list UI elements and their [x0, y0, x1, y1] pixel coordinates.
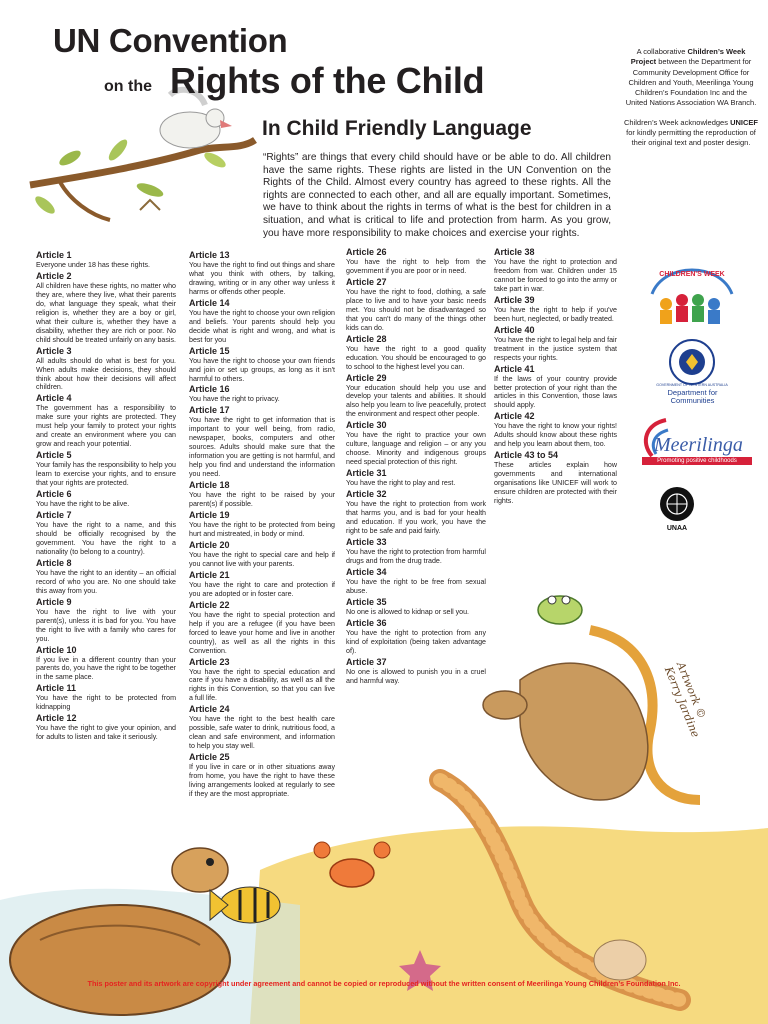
article-text: Everyone under 18 has these rights. [36, 261, 150, 269]
article-text: Your education should help you use and develop your talents and abilities. It should also help you learn to live peacefully, protect the environment and respect other people. [346, 383, 486, 419]
department-for-communities-label: Department for Communities [667, 388, 718, 405]
article-text: If the laws of your country provide better protection of your right than the articles in this Convention, those laws should apply. [494, 374, 617, 410]
page-title-line1: UN Convention [53, 22, 288, 59]
article-title: Article 13 [189, 250, 230, 260]
article-text: You have the right to an identity – an official record of who you are. No one should take this away from you. [36, 568, 176, 595]
articles-column-3 [346, 246, 486, 685]
article-text: All adults should do what is best for you. When adults make decisions, they should think about how their decisions will affect children. [36, 356, 176, 392]
government-wa-crest-logo [656, 338, 728, 388]
article-text: You have the right to be protected from kidnapping [36, 694, 176, 712]
article-text: You have the right to privacy. [189, 395, 280, 404]
article-title: Article 3 [36, 345, 72, 356]
shell-illustration [594, 940, 646, 980]
article-title: Article 12 [36, 713, 77, 724]
copyright-notice: This poster and its artwork are copyright under agreement and cannot be copied or reproduced without the written consent of Meerilinga Young Children’s Foundation Inc. [87, 979, 681, 988]
article-text: You have the right to choose your own friends and join or set up groups, as long as it isn't harmful to others. [189, 356, 335, 383]
article-title: Article 20 [189, 539, 230, 550]
article-title: Article 35 [346, 596, 387, 607]
article-title: Article 7 [36, 510, 72, 521]
article-text: You have the right to get information that is important to your well being, from radio, newspaper, books, computers and other sources. Adults should make sure that the information you are getting is not harmful, and help you find and understand the information you need. [189, 416, 335, 479]
article-title: Article 36 [346, 617, 387, 628]
article-title: Article 18 [189, 480, 230, 491]
page-title-line2: Rights of the Child [170, 60, 485, 101]
sidebar-credits [624, 47, 758, 158]
article-title: Article 30 [346, 420, 387, 431]
meerilinga-logo [636, 416, 756, 472]
article-text: You have the right to special protection and help if you are a refugee (if you have been forced to leave your home and live in another country), as well as all the rights in this Convention. [189, 610, 335, 655]
article-text: You have the right to choose your own religion and beliefs. Your parents should help you decide what is right and wrong, and what is best for you [189, 308, 335, 344]
article-text: You have the right to the best health care possible, safe water to drink, nutritious food, a clean and safe environment, and information to help you stay well. [189, 715, 335, 751]
article-title: Article 1 [36, 250, 72, 260]
article-text: You have the right to give your opinion, and for adults to listen and take it seriously. [36, 724, 176, 742]
article-title: Article 21 [189, 569, 230, 580]
articles-column-4 [494, 246, 617, 506]
credits-paragraph [624, 47, 758, 109]
article-text: Your family has the responsibility to help you learn to exercise your rights, and to ensure that your rights are protected. [36, 461, 176, 488]
article-text: You have the right to protection from work that harms you, and is bad for your health and education. If you work, you have the right to be safe and paid fairly. [346, 500, 486, 535]
article-title: Article 19 [189, 510, 230, 521]
credits-text: A collaborative [636, 47, 686, 56]
article-title: Article 8 [36, 557, 72, 568]
article-title: Article 14 [189, 297, 230, 308]
article-text: You have the right to be protected from being hurt and mistreated, in body or mind. [189, 521, 335, 538]
article-title: Article 29 [346, 372, 387, 383]
article-text: You have the right to be alive. [36, 500, 130, 509]
article-title: Article 6 [36, 489, 72, 500]
article-title: Article 32 [346, 489, 387, 500]
ack-text: Children’s Week acknowledges [624, 117, 728, 127]
credits-project-name: Children’s Week Project [630, 47, 746, 67]
article-text: If you live in a different country than your parents do, you have the right to be together in the same place. [36, 655, 176, 682]
article-text: You have the right to live with your parent(s), unless it is bad for you. You have the right to live with a family who cares for you. [36, 607, 176, 643]
article-title: Article 5 [36, 450, 72, 461]
article-text: You have the right to food, clothing, a safe place to live and to have your basic needs met. You should not be disadvantaged so that you can't do many of the things other kids can do. [346, 287, 486, 332]
article-title: Article 16 [189, 384, 230, 395]
article-title: Article 23 [189, 656, 230, 667]
article-title: Article 10 [36, 644, 77, 655]
article-text: No one is allowed to punish you in a cruel and harmful way. [346, 667, 486, 685]
article-text: You have the right to help from the government if you are poor or in need. [346, 258, 486, 275]
article-text: You have the right to special education and care if you have a disability, as well as all the rights in this Convention, so that you can live a full life. [189, 667, 335, 703]
article-title: Article 33 [346, 536, 387, 547]
article-text: No one is allowed to kidnap or sell you. [346, 607, 470, 616]
article-title: Article 28 [346, 333, 387, 344]
article-text: The government has a responsibility to make sure your rights are protected. They must help your family to protect your rights and create an environment where you can grow and reach your potential. [36, 404, 176, 449]
ack-unicef: UNICEF [730, 117, 758, 127]
article-title: Article 26 [346, 247, 387, 257]
articles-column-2 [189, 249, 335, 799]
credits-text-after: between the Department for Community Development Office for Children and Youth, Meerilinga Young Children’s Foundation Inc and the United Nations Association WA Branch. [625, 57, 757, 108]
artist-signature: Artwork © Kerry Jardine [661, 660, 709, 740]
articles-column-1 [36, 249, 176, 742]
childrens-week-logo-text: CHILDREN'S WEEK [659, 271, 725, 278]
article-text: You have the right to legal help and fair treatment in the justice system that respects your rights. [494, 335, 617, 362]
ack-text-after: for kindly permitting the reproduction of their original text and poster design. [626, 128, 756, 148]
article-text: You have the right to practice your own culture, language and religion – or any you choose. Minority and indigenous groups need special protection of this right. [346, 431, 486, 467]
article-text: If you live in care or in other situations away from home, you have the right to have these living arrangements looked at regularly to see if they are the most appropriate. [189, 763, 335, 798]
article-title: Article 34 [346, 566, 387, 577]
article-text: You have the right to help if you've been hurt, neglected, or badly treated. [494, 305, 617, 323]
article-title: Article 37 [346, 656, 387, 667]
childrens-week-logo [644, 254, 740, 328]
article-title: Article 11 [36, 683, 77, 694]
article-text: You have the right to play and rest. [346, 479, 456, 488]
animals-illustration [483, 596, 700, 800]
article-title: Article 39 [494, 294, 535, 305]
article-title: Article 42 [494, 411, 535, 422]
article-title: Article 40 [494, 324, 535, 335]
meerilinga-tagline: Promoting positive childhoods [642, 457, 752, 465]
page-subtitle: In Child Friendly Language [262, 117, 532, 140]
article-text: You have the right to protection from harmful drugs and from the drug trade. [346, 547, 486, 565]
article-text: You have the right to know your rights! Adults should know about these rights and help you learn about them, too. [494, 422, 617, 449]
article-title: Article 24 [189, 704, 230, 715]
article-text: You have the right to special care and help if you cannot live with your parents. [189, 550, 335, 568]
acknowledgement-paragraph [624, 118, 758, 149]
unaa-logo [654, 484, 700, 532]
article-text: All children have these rights, no matter who they are, where they live, what their parents do, what language they speak, what their religion is, whether they are a boy or girl, what their culture is, whether they have a disability, whether they are rich or poor. No child should be treated unfairly on any basis. [36, 281, 176, 344]
article-title: Article 27 [346, 276, 387, 287]
article-title: Article 17 [189, 405, 230, 416]
article-text: You have the right to be free from sexual abuse. [346, 577, 486, 595]
article-title: Article 38 [494, 247, 535, 257]
article-text: These articles explain how governments and international organisations like UNICEF will work to ensure children are protected with their rights. [494, 461, 617, 506]
article-title: Article 22 [189, 599, 230, 610]
article-text: You have the right to a name, and this should be officially recognised by the government. You have the right to a nationality (to belong to a country). [36, 521, 176, 556]
article-text: You have the right to protection and freedom from war. Children under 15 cannot be forced to go into the army or take part in war. [494, 258, 617, 293]
article-title: Article 41 [494, 363, 535, 374]
article-title: Article 9 [36, 596, 72, 607]
article-text: You have the right to find out things and share what you think with others, by talking, drawing, writing or in any other way unless it harms or offends other people. [189, 261, 335, 296]
article-text: You have the right to care and protection if you are adopted or in foster care. [189, 580, 335, 598]
article-title: Article 15 [189, 345, 230, 356]
article-text: You have the right to be raised by your parent(s) if possible. [189, 491, 335, 509]
bird-on-branch-illustration [30, 90, 255, 220]
article-title: Article 31 [346, 468, 387, 479]
article-title: Article 43 to 54 [494, 450, 559, 461]
unaa-text: UNAA [666, 525, 688, 532]
article-title: Article 2 [36, 270, 72, 281]
page-title-on-the: on the [104, 78, 152, 95]
article-text: You have the right to a good quality education. You should be encouraged to go to school to the highest level you can. [346, 344, 486, 371]
article-title: Article 4 [36, 393, 72, 404]
article-title: Article 25 [189, 752, 230, 763]
intro-paragraph: “Rights” are things that every child should have or be able to do. All children have the same rights. These rights are listed in the UN Convention on the Rights of the Child. Almost every country has agreed to these rights. All the rights are connected to each other, and all are equally important. Sometimes, we have to think about the rights in terms of what is the best for children in a situation, and what is critical to life and protection from harm. As you grow, you have more responsibility to make choices and exercise your rights. [263, 152, 611, 239]
article-text: You have the right to protection from any kind of exploitation (being taken advantage of). [346, 628, 486, 655]
meerilinga-wordmark: Meerilinga [654, 434, 743, 456]
government-text: GOVERNMENT OF WESTERN AUSTRALIA [656, 383, 728, 387]
turtle-illustration [10, 848, 230, 1015]
